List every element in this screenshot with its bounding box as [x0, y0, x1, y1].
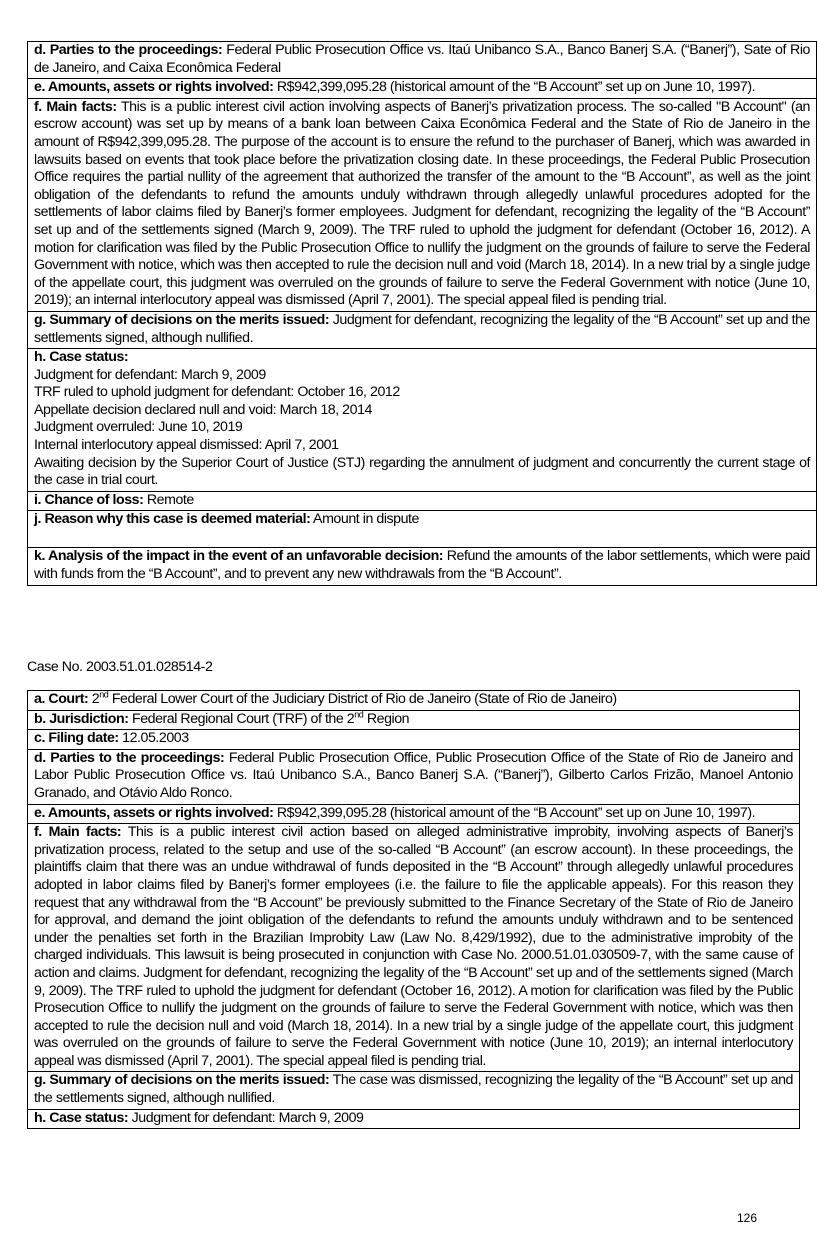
field-label: d. Parties to the proceedings: — [34, 749, 225, 766]
field-label: h. Case status: — [34, 1109, 129, 1126]
field-value: Federal Lower Court of the Judiciary District of Rio de Janeiro (State of Rio de Janeiro) — [108, 691, 617, 707]
case-table-2 — [27, 690, 800, 1129]
summary-decisions-row — [28, 312, 816, 349]
field-label: e. Amounts, assets or rights involved: — [34, 79, 274, 96]
ordinal-suffix: nd — [99, 689, 109, 700]
parties-row — [28, 750, 799, 805]
summary-decisions-row — [28, 1072, 799, 1109]
field-label: f. Main facts: — [34, 824, 122, 841]
field-value: Judgment for defendant, recognizing the legality of the “B Account” set up and the settlements signed, although nullified. — [34, 311, 810, 346]
field-value: Amount in dispute — [310, 511, 419, 528]
chance-of-loss-row — [28, 492, 816, 512]
case-number-heading: Case No. 2003.51.01.028514-2 — [27, 659, 213, 675]
field-value: Remote — [143, 491, 194, 508]
materiality-row — [28, 511, 816, 548]
parties-row — [28, 42, 816, 79]
main-facts-row — [28, 99, 816, 312]
page-number: 126 — [737, 1211, 758, 1225]
field-label: b. Jurisdiction: — [34, 710, 129, 727]
status-line: Judgment overruled: June 10, 2019 — [34, 419, 243, 436]
field-label: a. Court: — [34, 691, 89, 707]
field-value: Federal Public Prosecution Office vs. Itaú Unibanco S.A., Banco Banerj S.A. (“Banerj”), Sate of Rio de Janeiro, and Caixa Econômica Federal — [34, 42, 810, 76]
status-line: Appellate decision declared null and void: March 18, 2014 — [34, 401, 372, 418]
field-value: Judgment for defendant: March 9, 2009 — [128, 1109, 364, 1126]
status-line: Internal interlocutory appeal dismissed: April 7, 2001 — [34, 437, 339, 454]
field-label: f. Main facts: — [34, 98, 117, 115]
field-value: This is a public interest civil action involving aspects of Banerj’s privatization process. The so-called "B Account" (an escrow account) was set up by means of a bank loan between Caixa Econômica Federal and the State of Rio de Janeiro in the amount of R$942,399,095.28. The purpose of the account is to ensure the refund to the purchaser of Banerj, which was awarded in lawsuits based on events that took place before the privatization closing date. In these proceedings, the Federal Public Prosecution Office requires the partial nullity of the agreement that authorized the transfer of the amount to the “B Account”, as well as the joint obligation of the defendants to refund the amounts unduly withdrawn through allegedly unlawful procedures adopted for the settlements of labor claims filed by Banerj’s former employees. Judgment for defendant, recognizing the legality of the “B Account” set up and of the settlements signed (March 9, 2009). The TRF ruled to uphold the judgment for defendant (October 16, 2012). A motion for clarification was filed by the Public Prosecution Office to nullify the judgment on the grounds of failure to serve the Federal Government with notice, which was then accepted to rule the decision null and void (March 18, 2014). In a new trial by a single judge of the appellate court, this judgment was overruled on the grounds of failure to serve the Federal Government with notice (June 10, 2019); an internal interlocutory appeal was dismissed (April 7, 2001). The special appeal filed is pending trial. — [34, 98, 810, 309]
field-label: h. Case status: — [34, 349, 129, 366]
field-label: e. Amounts, assets or rights involved: — [34, 804, 274, 821]
main-facts-row — [28, 824, 799, 1072]
field-value: Federal Regional Court (TRF) of the 2 — [128, 710, 355, 727]
field-value: R$942,399,095.28 (historical amount of the “B Account” set up on June 10, 1997). — [273, 79, 756, 96]
field-value: Federal Public Prosecution Office, Public Prosecution Office of the State of Rio de Janeiro and Labor Public Prosecution Office vs. Itaú Unibanco S.A., Banco Banerj S.A. (“Banerj”), Gilberto Carlos Frizão, Manoel Antonio Granado, and Otávio Aldo Ronco. — [34, 749, 793, 801]
field-label: j. Reason why this case is deemed material: — [34, 511, 311, 528]
field-value: Region — [363, 710, 410, 727]
field-label: d. Parties to the proceedings: — [34, 42, 223, 58]
field-value: This is a public interest civil action based on alleged administrative improbity, involving aspects of Banerj’s privatization process, related to the setup and use of the so-called “B Account” (an escrow account). In these proceedings, the plaintiffs claim that there was an undue withdrawal of funds deposited in the “B Account” through allegedly unlawful procedures adopted in labor claims filed by Banerj’s former employees (i.e. the failure to file the applicable appeals). For this reason they request that any withdrawal from the “B Account” be previously submitted to the Finance Secretary of the State of Rio de Janeiro for approval, and demand the joint obligation of the defendants to refund the amounts unduly withdrawn and to be sentenced under the penalties set forth in the Brazilian Improbity Law (Law No. 8,429/1992), due to the administrative improbity of the charged individuals. This lawsuit is being prosecuted in conjunction with Case No. 2000.51.01.030509-7, with the same cause of action and claims. Judgment for defendant, recognizing the legality of the “B Account” set up and of the settlements signed (March 9, 2009). The TRF ruled to uphold the judgment for defendant (October 16, 2012). A motion for clarification was filed by the Public Prosecution Office to nullify the judgment on the grounds of failure to serve the Federal Government with notice, which was then accepted to rule the decision null and void (March 18, 2014). In a new trial by a single judge of the appellate court, this judgment was overruled on the grounds of failure to serve the Federal Government with notice (June 10, 2019); an internal interlocutory appeal was dismissed (April 7, 2001). The special appeal filed is pending trial. — [34, 824, 793, 1069]
field-value: R$942,399,095.28 (historical amount of the “B Account” set up on June 10, 1997). — [273, 804, 756, 821]
field-label: k. Analysis of the impact in the event of an unfavorable decision: — [34, 548, 444, 565]
status-line: Awaiting decision by the Superior Court of Justice (STJ) regarding the annulment of judgment and concurrently the current stage of the case in trial court. — [34, 454, 810, 489]
court-row — [28, 691, 799, 711]
ordinal-suffix: nd — [354, 708, 364, 719]
field-value: 2 — [88, 691, 100, 707]
field-label: c. Filing date: — [34, 730, 119, 747]
amounts-row — [28, 79, 816, 99]
filing-date-row — [28, 730, 799, 750]
field-value: The case was dismissed, recognizing the legality of the “B Account” set up and the settlements signed, although nullified. — [34, 1072, 793, 1107]
case-status-row — [28, 1110, 799, 1130]
status-line: Judgment for defendant: March 9, 2009 — [34, 366, 266, 383]
field-label: i. Chance of loss: — [34, 491, 144, 508]
case-table-1 — [27, 41, 817, 586]
field-value: 12.05.2003 — [118, 730, 189, 747]
field-label: g. Summary of decisions on the merits issued: — [34, 1072, 330, 1089]
amounts-row — [28, 805, 799, 825]
jurisdiction-row — [28, 708, 799, 731]
field-label: g. Summary of decisions on the merits issued: — [34, 311, 330, 328]
impact-analysis-row — [28, 548, 816, 585]
field-value: Refund the amounts of the labor settlements, which were paid with funds from the “B Account”, and to prevent any new withdrawals from the “B Account”. — [34, 548, 810, 583]
case-status-row — [28, 349, 816, 492]
status-line: TRF ruled to uphold judgment for defendant: October 16, 2012 — [34, 384, 400, 401]
